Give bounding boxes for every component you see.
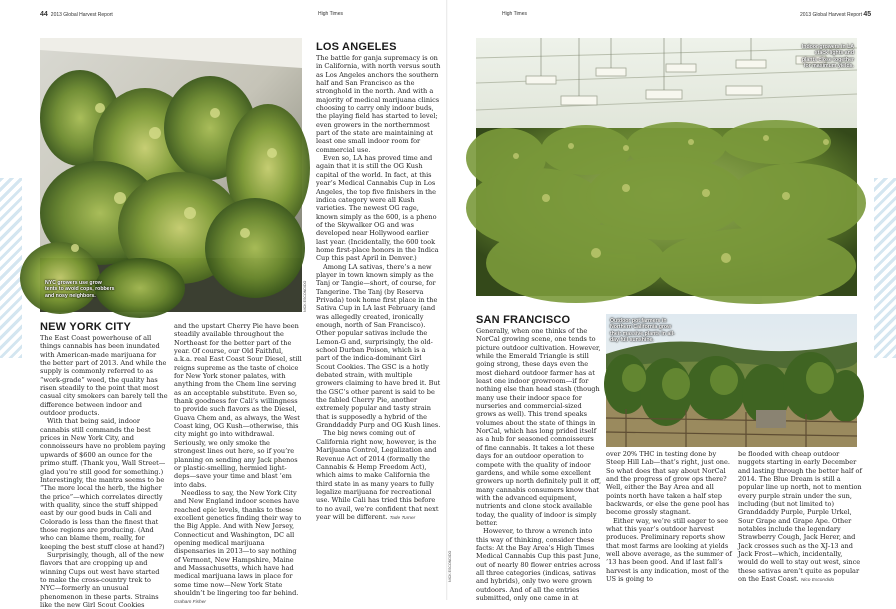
photo-credit-right: NICK ESCONDIDO xyxy=(448,550,452,582)
sf-paragraph: over 20% THC in testing done by Steep Hill Lab—that’s right, just one. So what does that say about NorCal and the progress of grow ops there? Well, either the Bay Area and all points north have taken a half step backwards, or else the gene pool has become grossly stagnant. xyxy=(606,450,730,517)
san-francisco-article-col2 xyxy=(606,450,732,585)
sf-paragraph: be flooded with cheap outdoor nuggets starting in early December and lasting through the better half of 2014. The Blue Dream is still a popular line up north, not to mention every purple strain under the sun, including (but not limited to) Granddaddy Purple, Purple Urkel, Sour Grape and Grape Ape. Other notables include the legendary Strawberry Cough, Jack Herer, and Jack crosses such as the XJ-13 and Jack Frost—which, incidentally, would do well to stay out west, since these sativas aren’t quite as popular on the East Coast. Nico Escondido xyxy=(738,450,862,584)
la-paragraph: The battle for ganja supremacy is on in California, with north versus south as Los Angeles anchors the southern half and San Francisco as the stronghold in the north. And with a majority of medical marijuana clinics choosing to carry only indoor buds, the playing field has started to level; even growers in the northernmost part of the state are maintaining at least one small indoor room for commercial use. xyxy=(316,54,441,154)
sf-paragraph: Generally, when one thinks of the NorCal growing scene, one tends to picture outdoor cultivation. However, while the Emerald Triangle is still going strong, these days even the most diehard outdoor farmer has at least one indoor growroom—if for nothing else than head stash (though many use their indoor space for nurseries and commercial-sized grows as well). This trend speaks volumes about the state of things in NorCal, which has long prided itself as a hub for seasoned connoisseurs of fine cannabis. It takes a lot these days for an outdoor operation to compete with the quality of indoor gardens, and while some excellent growers up north definitely pull it off, many cannabis consumers know that with the advanced equipment, nutrients and clone stock available today, the quality of indoor is simply better. xyxy=(476,327,602,527)
indoor-grow-illustration xyxy=(476,38,857,296)
nyc-byline: Graham Fisher xyxy=(174,600,206,606)
grow-tent-illustration xyxy=(40,38,302,312)
sf-paragraph: However, to throw a wrench into this way of thinking, consider these facts: At the Bay Area’s High Times Medical Cannabis Cup this past June, out of nearly 80 flower entries across all three categories (indicas, sativas and hybrids), only two were grown outdoors. And of all the entries submitted, only one came in at xyxy=(476,527,601,602)
right-running-head: High Times xyxy=(502,11,528,17)
grow-tent-photo xyxy=(40,38,302,312)
decorative-stripes xyxy=(0,178,22,358)
photo-caption-tent: NYC growers use grow tents to avoid cops, robbers and nosy neighbors. xyxy=(45,280,115,299)
sf-byline: Nico Escondido xyxy=(800,578,835,584)
la-paragraph: The big news coming out of California right now, however, is the Marijuana Control, Legalization and Revenue Act of 2014 (formally the Cannabis & Hemp Freedom Act), which aims to make California the third state in as many years to fully legalize marijuana for recreational use. While Cali has tried this before to no avail, we’re confident that next year will be different. Tade Turner xyxy=(316,429,439,521)
new-york-article-col2 xyxy=(174,322,302,606)
left-folio: 44 2013 Global Harvest Report xyxy=(40,11,113,18)
photo-credit: NICK ESCONDIDO xyxy=(303,280,307,312)
la-paragraph: Even so, LA has proved time and again that it is still the OG Kush capital of the world. In fact, at this year’s Medical Cannabis Cup in Los Angeles, the top five finishers in the indica category were all Kush varieties. The newest OG rage, known simply as the 600, is a pheno of the Skywalker OG and was developed near Hollywood earlier last year. (Incidentally, the 600 took home first-place honors in the Indica Cup this past April in Denver.) xyxy=(316,154,439,263)
new-york-article-col1 xyxy=(40,321,168,609)
nyc-paragraph: The East Coast powerhouse of all things cannabis has been inundated with American-made marijuana for the better part of 2013. And while the supply is commonly referred to as “work-grade” weed, the quality has risen steadily to the point that most casual city smokers can barely tell the difference between indoor and outdoor products. xyxy=(40,334,168,418)
nyc-paragraph: Surprisingly, though, all of the new flavors that are cropping up and winning Cups out west have started to make the cross-country trek to NYC—formerly an unusual phenomenon in these parts. Strains like the new Girl Scout Cookies xyxy=(40,550,164,609)
decorative-stripes xyxy=(874,178,896,358)
los-angeles-heading: LOS ANGELES xyxy=(316,41,397,53)
la-paragraph: Among LA sativas, there’s a new player in town known simply as the Tanj or Tangie—short, of course, for Tangerine. The Tanj (by Reserva Privada) took home first place in the Sativa Cup in LA last February (and was allegedly created, ironically enough, north of San Francisco). Other popular sativas include the Lemon-G and, surprisingly, the old-school Durban Poison, which is a part of the indica-dominant Girl Scout Cookies. The GSC is a hotly debated strain, with multiple growers claiming to have bred it. But the GSC’s other parent is said to be the fabled Cherry Pie, another extremely popular and tasty strain that is supposedly a hybrid of the Granddaddy Purp and OG Kush lines. xyxy=(316,262,441,430)
san-francisco-article-col1 xyxy=(476,314,602,602)
right-folio: 2013 Global Harvest Report 45 xyxy=(800,11,872,18)
la-byline: Tade Turner xyxy=(389,515,416,521)
left-running-head: High Times xyxy=(318,11,344,17)
san-francisco-heading: SAN FRANCISCO xyxy=(476,314,571,326)
photo-caption-outdoor: Outdoor pot farmers in Northern California grow their massive plants in all-day full sunshine. xyxy=(610,318,675,344)
san-francisco-article-col3 xyxy=(738,450,862,585)
right-page xyxy=(448,0,896,600)
nyc-paragraph: With that being said, indoor cannabis still commands the best prices in New York City, and connoisseurs have no problem paying upwards of $600 an ounce for the primo stuff. (Thank you, Wall Street—glad you’re still good for something.) Interestingly, the mantra seems to be “The more local the herb, the higher the price”—which correlates directly with quality, since the stuff shipped east by our good buds in Cali and Colorado is less than the finest that those regions are producing. (And who can blame them, really, for keeping the best stuff close at hand?) xyxy=(40,417,166,551)
new-york-heading: NEW YORK CITY xyxy=(40,321,132,333)
sf-paragraph: Either way, we’re still eager to see what this year’s outdoor harvest produces. Preliminary reports show that most farms are looking at yields well above average, as the summer of ’13 has been good. And if last fall’s harvest is any indication, most of the US is going to xyxy=(606,516,732,584)
nyc-paragraph: Needless to say, the New York City and New England indoor scenes have reached epic levels, thanks to these excellent genetics finding their way to the Big Apple. And with New Jersey, Connecticut and Washington, DC all opening medical marijuana dispensaries in 2013—to say nothing of Vermont, New Hampshire, Maine and Massachusetts, which have had medical marijuana laws in place for some time now—New York State shouldn’t be lingering too far behind. Graham Fisher xyxy=(174,488,302,606)
los-angeles-article xyxy=(316,41,441,581)
nyc-paragraph: and the upstart Cherry Pie have been steadily available throughout the Northeast for the better part of the year. Of course, our Old Faithful, a.k.a. real East Coast Sour Diesel, still reigns supreme as the taste of choice for New York stoner palates, with anything from the Chem line serving as an acceptable substitute. Even so, thank goodness for Cali’s willingness to provide such flavors as the Diesel, Guava Chem and, as always, the West Coast king, OG Kush—otherwise, this city might go into withdrawal. Seriously, we only smoke the strongest lines out here, so if you’re planning on sending any Jack phenos or plastic-smelling, hermied light-deps—save your time and blast ’em into dabs. xyxy=(174,322,302,489)
photo-caption-indoor: Indoor growers in LA stack lights and plants close together for maximum yields. xyxy=(801,44,854,70)
indoor-grow-photo xyxy=(476,38,857,296)
